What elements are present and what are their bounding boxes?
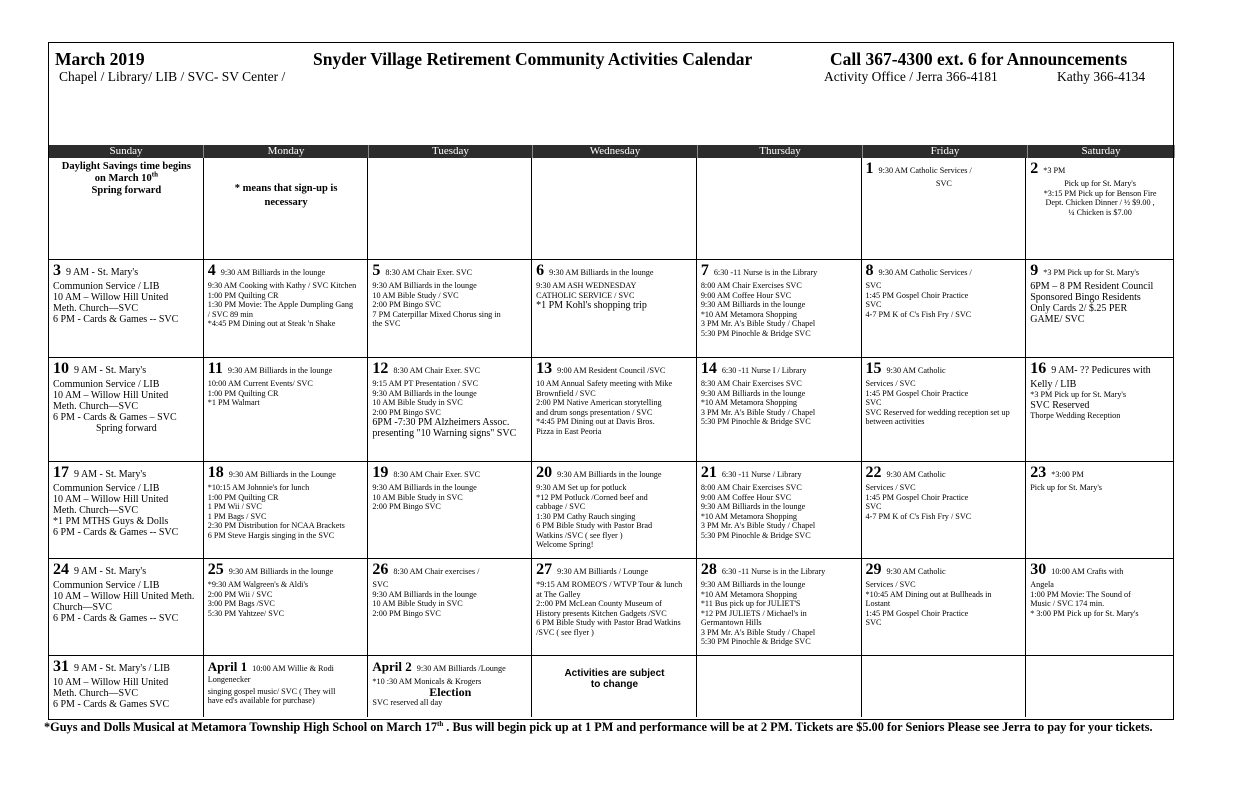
week-row bbox=[49, 558, 1173, 655]
day-cell bbox=[862, 358, 1027, 461]
weekday-wednesday: Wednesday bbox=[533, 145, 698, 158]
event-line: Pick up for St. Mary's bbox=[1064, 179, 1136, 188]
day-cell bbox=[862, 559, 1027, 655]
event-line: Pizza in East Peoria bbox=[536, 426, 602, 436]
event-line: 6:30 -11 Nurse / Library bbox=[721, 470, 802, 479]
event-line: SVC bbox=[372, 580, 389, 589]
event-line: 10:00 AM Current Events/ SVC bbox=[207, 379, 313, 388]
event-line: *9:30 AM Walgreen's & Aldi's bbox=[207, 580, 309, 589]
dst-line-2 bbox=[53, 170, 200, 185]
event-line: at The Galley bbox=[536, 589, 581, 599]
day-cell bbox=[204, 656, 369, 717]
event-line: 1:00 PM Quilting CR bbox=[207, 290, 279, 300]
day-number: 7 bbox=[700, 262, 709, 279]
event-line: *10:45 AM Dining out at Bullheads in bbox=[865, 589, 992, 599]
event-line: 10 AM – Willow Hill United bbox=[53, 677, 169, 688]
event-line: 9:30 AM Billiards in the lounge bbox=[700, 388, 806, 398]
event-line: 10 AM – Willow Hill United bbox=[53, 390, 169, 401]
event-line: 2:00 PM Native American storytelling bbox=[536, 398, 662, 407]
event-line: 9:30 AM Billiards in the lounge bbox=[220, 268, 326, 277]
event-line: 2:00 PM Bingo SVC bbox=[372, 502, 441, 511]
event-line: 9:30 AM Catholic Services / bbox=[878, 268, 972, 277]
event-line: *1 PM MTHS Guys & Dolls bbox=[53, 516, 169, 527]
event-line: *3:15 PM Pick up for Benson Fire bbox=[1043, 188, 1157, 198]
day-cell bbox=[49, 462, 204, 558]
event-line: 9:30 AM Billiards /Lounge bbox=[416, 664, 506, 673]
event-line: 10 AM Bible Study / SVC bbox=[372, 290, 459, 300]
event-line: 9:30 AM Billiards in the lounge bbox=[700, 300, 806, 309]
week-row bbox=[49, 461, 1173, 558]
event-line: 9:30 AM Billiards in the Lounge bbox=[228, 470, 336, 479]
day-cell bbox=[1026, 358, 1173, 461]
event-line: *9:15 AM ROMEO'S / WTVP Tour & lunch bbox=[536, 580, 683, 589]
day-number: 17 bbox=[53, 464, 69, 481]
day-cell bbox=[862, 260, 1027, 357]
event-line: 1 PM Bags / SVC bbox=[207, 511, 267, 521]
event-line: Welcome Spring! bbox=[536, 540, 594, 549]
event-line: Meth. Church—SVC bbox=[53, 401, 138, 412]
day-number: April 1 bbox=[207, 659, 248, 674]
event-line: 1:45 PM Gospel Choir Practice bbox=[865, 608, 969, 618]
event-line: Spring forward bbox=[95, 423, 157, 434]
day-number: 20 bbox=[536, 464, 553, 481]
month-title: March 2019 bbox=[55, 49, 145, 69]
event-line: 6PM – 8 PM Resident Council bbox=[1030, 281, 1154, 292]
day-number: 19 bbox=[372, 464, 389, 481]
event-line: / SVC 89 min bbox=[207, 309, 253, 319]
day-cell bbox=[862, 656, 1027, 717]
event-line: 9:30 AM Billiards in the lounge bbox=[227, 366, 333, 375]
day-number: 10 bbox=[53, 360, 69, 377]
event-line: cabbage / SVC bbox=[536, 502, 586, 511]
event-line: presenting "10 Warning signs" SVC bbox=[372, 428, 517, 439]
event-line: 6 PM - Cards & Games -- SVC bbox=[53, 527, 179, 538]
announcement-line: Call 367-4300 ext. 6 for Announcements bbox=[830, 49, 1128, 69]
event-line: *10 AM Metamora Shopping bbox=[700, 398, 798, 407]
event-line: 6:30 -11 Nurse is in the Library bbox=[713, 268, 818, 277]
event-line: *1 PM Kohl's shopping trip bbox=[536, 300, 647, 311]
day-cell bbox=[862, 158, 1027, 259]
calendar-header bbox=[49, 43, 1173, 145]
event-line: 9:30 AM Billiards in the lounge bbox=[700, 502, 806, 511]
event-line: 1:00 PM Movie: The Sound of bbox=[1030, 589, 1131, 599]
dst-sup: th bbox=[151, 170, 158, 179]
event-line: 1 PM Wii / SVC bbox=[207, 502, 262, 511]
day-cell bbox=[204, 462, 369, 558]
day-cell bbox=[1026, 158, 1173, 259]
event-line: 2:30 PM Distribution for NCAA Brackets bbox=[207, 521, 345, 530]
event-line: SVC Reserved bbox=[1030, 399, 1090, 411]
event-line: 9:30 AM ASH WEDNESDAY bbox=[536, 281, 637, 290]
event-line: 2::00 PM McLean County Museum of bbox=[536, 599, 662, 608]
event-line: *3 PM Pick up for St. Mary's bbox=[1043, 268, 1140, 277]
event-line: 9:30 AM Catholic Services / bbox=[878, 166, 972, 175]
event-line: Meth. Church—SVC bbox=[53, 688, 138, 699]
event-line: 9:30 AM Catholic bbox=[886, 366, 946, 375]
event-line: *4:45 PM Dining out at Davis Bros. bbox=[536, 417, 655, 426]
event-line: 5:30 PM Yahtzee/ SVC bbox=[207, 608, 285, 618]
day-cell bbox=[532, 462, 697, 558]
event-line: 9:30 AM Catholic bbox=[886, 567, 946, 576]
event-line: SVC bbox=[865, 502, 882, 511]
event-line: 6 PM - Cards & Games -- SVC bbox=[53, 613, 179, 624]
weekday-sunday: Sunday bbox=[49, 145, 204, 158]
day-cell bbox=[697, 559, 862, 655]
event-line: SVC bbox=[865, 618, 882, 627]
event-line: Election bbox=[429, 684, 472, 699]
event-line: SVC bbox=[865, 398, 882, 407]
event-line: 5:30 PM Pinochle & Bridge SVC bbox=[700, 328, 811, 338]
event-line: Only Cards 2/ $.25 PER bbox=[1030, 303, 1128, 314]
event-line: 8:00 AM Chair Exercises SVC bbox=[700, 281, 802, 290]
weekday-header-bar bbox=[49, 145, 1173, 158]
event-line: 10 AM – Willow Hill United bbox=[53, 494, 169, 505]
event-line: 8:30 AM Chair Exer. SVC bbox=[385, 268, 473, 277]
week-row bbox=[49, 158, 1173, 259]
day-cell bbox=[368, 260, 532, 357]
event-line: 6:30 -11 Nurse is in the Library bbox=[721, 567, 826, 576]
day-number: 22 bbox=[865, 464, 882, 481]
day-cell bbox=[49, 158, 204, 259]
event-line: 6PM -7:30 PM Alzheimers Assoc. bbox=[372, 417, 510, 428]
event-line: 1:30 PM Movie: The Apple Dumpling Gang bbox=[207, 300, 354, 309]
day-cell bbox=[1026, 462, 1173, 558]
event-line: 7 PM Caterpillar Mixed Chorus sing in bbox=[372, 309, 501, 319]
event-line: 6 PM Bible Study with Pastor Brad bbox=[536, 521, 653, 530]
event-line: Meth. Church—SVC bbox=[53, 505, 138, 516]
event-line: Services / SVC bbox=[865, 483, 916, 492]
dst-line-3: Spring forward bbox=[91, 185, 162, 196]
week-row bbox=[49, 357, 1173, 461]
event-line: *12 PM JULIETS / Michael's in bbox=[700, 608, 807, 618]
event-line: 9:30 AM Cooking with Kathy / SVC Kitchen bbox=[207, 281, 357, 290]
event-line: *10 AM Metamora Shopping bbox=[700, 309, 798, 319]
day-cell bbox=[368, 158, 532, 259]
event-line: *11 Bus pick up for JULIET'S bbox=[700, 599, 801, 608]
event-line: 1:00 PM Quilting CR bbox=[207, 492, 279, 502]
week-row bbox=[49, 655, 1173, 717]
event-line: Communion Service / LIB bbox=[53, 379, 160, 390]
day-cell bbox=[1026, 656, 1173, 717]
event-line: 9:30 AM Billiards in the lounge bbox=[372, 483, 477, 492]
event-line: 9:30 AM Billiards in the lounge bbox=[372, 589, 477, 599]
event-line: 9:00 AM Coffee Hour SVC bbox=[700, 290, 792, 300]
event-line: SVC reserved all day bbox=[372, 697, 443, 707]
event-line: 10 AM Bible Study in SVC bbox=[372, 398, 463, 407]
event-line: 6 PM - Cards & Games -- SVC bbox=[53, 314, 179, 325]
event-line: 9:00 AM Resident Council /SVC bbox=[557, 366, 666, 375]
weekday-saturday: Saturday bbox=[1028, 145, 1175, 158]
day-cell bbox=[532, 559, 697, 655]
event-line: 10 AM – Willow Hill United bbox=[53, 292, 169, 303]
event-line: to change bbox=[590, 679, 639, 690]
event-line: 10 AM Bible Study in SVC bbox=[372, 492, 463, 502]
day-number: 21 bbox=[700, 464, 717, 481]
day-number: 11 bbox=[207, 360, 223, 377]
event-line: *10 AM Metamora Shopping bbox=[700, 511, 798, 521]
event-line: Thorpe Wedding Reception bbox=[1030, 410, 1121, 420]
event-line: 1:30 PM Cathy Rauch singing bbox=[536, 511, 636, 521]
event-line: singing gospel music/ SVC ( They will bbox=[207, 686, 336, 696]
event-line: 9 AM - St. Mary's bbox=[74, 566, 147, 577]
event-line: ¼ Chicken is $7.00 bbox=[1068, 207, 1132, 217]
event-line: 3 PM Mr. A's Bible Study / Chapel bbox=[700, 627, 816, 637]
event-line: 9:00 AM Coffee Hour SVC bbox=[700, 492, 792, 502]
event-line: Meth. Church—SVC bbox=[53, 303, 138, 314]
day-cell bbox=[697, 358, 862, 461]
day-cell bbox=[368, 559, 532, 655]
event-line: 8:30 AM Chair Exercises SVC bbox=[700, 379, 802, 388]
event-line: Angela bbox=[1030, 580, 1054, 589]
event-line: SVC bbox=[935, 179, 952, 188]
event-line: SVC bbox=[865, 300, 882, 309]
day-number: 18 bbox=[207, 464, 224, 481]
day-number: 14 bbox=[700, 360, 717, 377]
event-line: Church—SVC bbox=[53, 602, 112, 613]
event-line: 5:30 PM Pinochle & Bridge SVC bbox=[700, 417, 811, 426]
day-number: 1 bbox=[865, 160, 874, 177]
weekday-thursday: Thursday bbox=[698, 145, 863, 158]
day-number: 15 bbox=[865, 360, 882, 377]
day-cell bbox=[1026, 559, 1173, 655]
footer-note bbox=[44, 720, 1224, 735]
event-line: CATHOLIC SERVICE / SVC bbox=[536, 290, 635, 300]
event-line: 9:30 AM Catholic bbox=[886, 470, 946, 479]
event-line: 8:30 AM Chair exercises / bbox=[393, 567, 480, 576]
event-line: 9:30 AM Billiards in the lounge bbox=[557, 470, 662, 479]
event-line: 3:00 PM Bags /SVC bbox=[207, 599, 275, 608]
calendar-sheet bbox=[48, 42, 1174, 720]
day-number: 29 bbox=[865, 561, 882, 578]
day-cell bbox=[49, 559, 204, 655]
event-line: Dept. Chicken Dinner / ½ $9.00 , bbox=[1045, 198, 1155, 207]
event-line: the SVC bbox=[372, 319, 401, 328]
day-cell bbox=[204, 559, 369, 655]
event-line: Communion Service / LIB bbox=[53, 483, 160, 494]
event-line: Lostant bbox=[865, 599, 891, 608]
event-line: 4-7 PM K of C's Fish Fry / SVC bbox=[865, 309, 972, 319]
event-line: Communion Service / LIB bbox=[53, 580, 160, 591]
event-line: 3 PM Mr. A's Bible Study / Chapel bbox=[700, 319, 816, 328]
event-line: * 3:00 PM Pick up for St. Mary's bbox=[1030, 608, 1139, 618]
event-line: 9:30 AM Billiards / Lounge bbox=[557, 567, 649, 576]
event-line: 2:00 PM Bingo SVC bbox=[372, 407, 441, 417]
event-line: 10 AM Bible Study in SVC bbox=[372, 599, 463, 608]
day-number: 30 bbox=[1030, 561, 1047, 578]
event-line: *12 PM Potluck /Corned beef and bbox=[536, 492, 648, 502]
event-line: *4:45 PM Dining out at Steak 'n Shake bbox=[207, 319, 336, 328]
day-cell bbox=[697, 656, 862, 717]
event-line: 8:30 AM Chair Exer. SVC bbox=[393, 470, 481, 479]
day-cell bbox=[697, 158, 862, 259]
dst-date: on March 10 bbox=[94, 173, 152, 184]
event-line: /SVC ( see flyer ) bbox=[536, 627, 594, 637]
event-line: 3 PM Mr. A's Bible Study / Chapel bbox=[700, 407, 816, 417]
day-cell bbox=[49, 358, 204, 461]
event-line: *3:00 PM bbox=[1051, 470, 1084, 479]
day-number: 3 bbox=[53, 262, 61, 279]
event-line: 2:00 PM Bingo SVC bbox=[372, 608, 441, 618]
day-number: April 2 bbox=[372, 659, 412, 674]
event-line: 1:45 PM Gospel Choir Practice bbox=[865, 492, 969, 502]
day-cell bbox=[204, 358, 369, 461]
event-line: 9:30 AM Billiards in the lounge bbox=[549, 268, 654, 277]
event-line: 8:00 AM Chair Exercises SVC bbox=[700, 483, 802, 492]
day-cell bbox=[532, 656, 697, 717]
event-line: 4-7 PM K of C's Fish Fry / SVC bbox=[865, 511, 972, 521]
event-line: 6 PM - Cards & Games SVC bbox=[53, 699, 170, 710]
event-line: 5:30 PM Pinochle & Bridge SVC bbox=[700, 530, 811, 540]
kathy-phone: Kathy 366-4134 bbox=[1057, 69, 1146, 84]
event-line: Kelly / LIB bbox=[1030, 379, 1077, 390]
footer-post: . Bus will begin pick up at 1 PM and performance will be at 2 PM. Tickets are $5.00 for Seniors Please see Jerra to pay for your tickets. bbox=[443, 720, 1153, 734]
event-line: Germantown Hills bbox=[700, 618, 762, 627]
event-line: 6 PM Steve Hargis singing in the SVC bbox=[207, 530, 335, 540]
event-line: between activities bbox=[865, 417, 925, 426]
event-line: 1:45 PM Gospel Choir Practice bbox=[865, 388, 969, 398]
day-cell bbox=[49, 656, 204, 717]
day-cell bbox=[697, 260, 862, 357]
event-line: 8:30 AM Chair Exer. SVC bbox=[393, 366, 481, 375]
signup-note bbox=[208, 182, 365, 210]
day-cell bbox=[532, 260, 697, 357]
day-cell bbox=[1026, 260, 1173, 357]
footer-pre: *Guys and Dolls Musical at Metamora Township High School on March 17 bbox=[44, 720, 437, 734]
event-line: Sponsored Bingo Residents bbox=[1030, 292, 1141, 303]
day-number: 27 bbox=[536, 561, 553, 578]
day-cell bbox=[204, 158, 369, 259]
event-line: 9:30 AM Billiards in the lounge bbox=[372, 388, 477, 398]
day-cell bbox=[49, 260, 204, 357]
calendar-title: Snyder Village Retirement Community Activities Calendar bbox=[313, 49, 753, 69]
event-line: Services / SVC bbox=[865, 379, 916, 388]
day-cell bbox=[204, 260, 369, 357]
event-line: 1:00 PM Quilting CR bbox=[207, 388, 279, 398]
day-number: 26 bbox=[372, 561, 389, 578]
event-line: History presents Kitchen Gadgets /SVC bbox=[536, 608, 667, 618]
event-line: 10 AM Annual Safety meeting with Mike bbox=[536, 379, 673, 388]
event-line: *3 PM Pick up for St. Mary's bbox=[1030, 390, 1127, 399]
event-line: *1 PM Walmart bbox=[207, 398, 260, 407]
event-line: have ed's available for purchase) bbox=[207, 696, 315, 705]
event-line: 2:00 PM Wii / SVC bbox=[207, 589, 273, 599]
event-line: 5:30 PM Pinochle & Bridge SVC bbox=[700, 637, 811, 646]
activity-office-phone: Activity Office / Jerra 366-4181 bbox=[824, 69, 998, 84]
event-line: 6 PM - Cards & Games – SVC bbox=[53, 412, 177, 423]
event-line: 9 AM - St. Mary's / LIB bbox=[74, 663, 170, 674]
day-number: 13 bbox=[536, 360, 553, 377]
day-cell bbox=[532, 158, 697, 259]
event-line: Pick up for St. Mary's bbox=[1030, 483, 1102, 492]
event-line: 2:00 PM Bingo SVC bbox=[372, 300, 441, 309]
dst-line-1: Daylight Savings time begins bbox=[61, 161, 191, 172]
weekday-tuesday: Tuesday bbox=[369, 145, 533, 158]
day-number: 12 bbox=[372, 360, 389, 377]
signup-line-1: * means that sign-up is bbox=[234, 183, 338, 194]
event-line: *10 AM Metamora Shopping bbox=[700, 589, 798, 599]
event-line: 9 AM - St. Mary's bbox=[66, 267, 139, 278]
week-row bbox=[49, 259, 1173, 357]
day-cell bbox=[532, 358, 697, 461]
event-line: 10:00 AM Willie & Rodi Longenecker bbox=[207, 664, 334, 684]
event-line: 3 PM Mr. A's Bible Study / Chapel bbox=[700, 521, 816, 530]
day-number: 4 bbox=[207, 262, 216, 279]
event-line: Services / SVC bbox=[865, 580, 916, 589]
day-number: 2 bbox=[1030, 160, 1039, 177]
day-cell bbox=[368, 358, 532, 461]
event-line: Communion Service / LIB bbox=[53, 281, 160, 292]
event-line: 9:30 AM Billiards in the lounge bbox=[228, 567, 334, 576]
event-line: 9:30 AM Set up for potluck bbox=[536, 483, 627, 492]
event-line: 1:45 PM Gospel Choir Practice bbox=[865, 290, 969, 300]
event-line: 6:30 -11 Nurse I / Library bbox=[721, 366, 807, 375]
event-line: GAME/ SVC bbox=[1030, 314, 1085, 325]
event-line: Music / SVC 174 min. bbox=[1030, 599, 1105, 608]
event-line: 9:15 AM PT Presentation / SVC bbox=[372, 379, 479, 388]
weekday-monday: Monday bbox=[204, 145, 369, 158]
event-line: 10 AM – Willow Hill United Meth. bbox=[53, 591, 195, 602]
event-line: *10 :30 AM Monicals & Krogers bbox=[372, 677, 482, 686]
day-number: 25 bbox=[207, 561, 224, 578]
event-line: 9 AM - St. Mary's bbox=[74, 469, 147, 480]
day-number: 6 bbox=[536, 262, 545, 279]
day-number: 28 bbox=[700, 561, 717, 578]
event-line: 9 AM - St. Mary's bbox=[74, 365, 147, 376]
day-number: 5 bbox=[372, 262, 381, 279]
event-line: *3 PM bbox=[1043, 166, 1066, 175]
event-line: SVC bbox=[865, 281, 882, 290]
location-legend: Chapel / Library/ LIB / SVC- SV Center / bbox=[59, 69, 286, 84]
weekday-friday: Friday bbox=[863, 145, 1028, 158]
day-number: 31 bbox=[53, 658, 69, 675]
day-cell bbox=[862, 462, 1027, 558]
footer-sup: th bbox=[436, 719, 444, 728]
event-line: Brownfield / SVC bbox=[536, 388, 596, 398]
day-cell bbox=[368, 462, 532, 558]
event-line: 6 PM Bible Study with Pastor Brad Watkins bbox=[536, 618, 681, 627]
calendar-grid bbox=[49, 158, 1173, 717]
day-number: 8 bbox=[865, 262, 874, 279]
event-line: 9:30 AM Billiards in the lounge bbox=[700, 580, 806, 589]
event-line: *10:15 AM Johnnie's for lunch bbox=[207, 483, 310, 492]
event-line: 10:00 AM Crafts with bbox=[1051, 567, 1124, 576]
daylight-savings-note bbox=[53, 161, 200, 197]
event-line: Watkins /SVC ( see flyer ) bbox=[536, 530, 623, 540]
day-cell bbox=[697, 462, 862, 558]
event-line: SVC Reserved for wedding reception set up bbox=[865, 407, 1010, 417]
event-line: and drum songs presentation / SVC bbox=[536, 407, 653, 417]
day-number: 24 bbox=[53, 561, 69, 578]
day-number: 23 bbox=[1030, 464, 1047, 481]
day-number: 16 bbox=[1030, 360, 1047, 377]
signup-line-2: necessary bbox=[264, 197, 308, 208]
day-number: 9 bbox=[1030, 262, 1039, 279]
event-line: 9 AM- ?? Pedicures with bbox=[1051, 365, 1151, 376]
day-cell bbox=[368, 656, 532, 717]
event-line: 9:30 AM Billiards in the lounge bbox=[372, 281, 477, 290]
event-line: Activities are subject bbox=[564, 668, 665, 679]
